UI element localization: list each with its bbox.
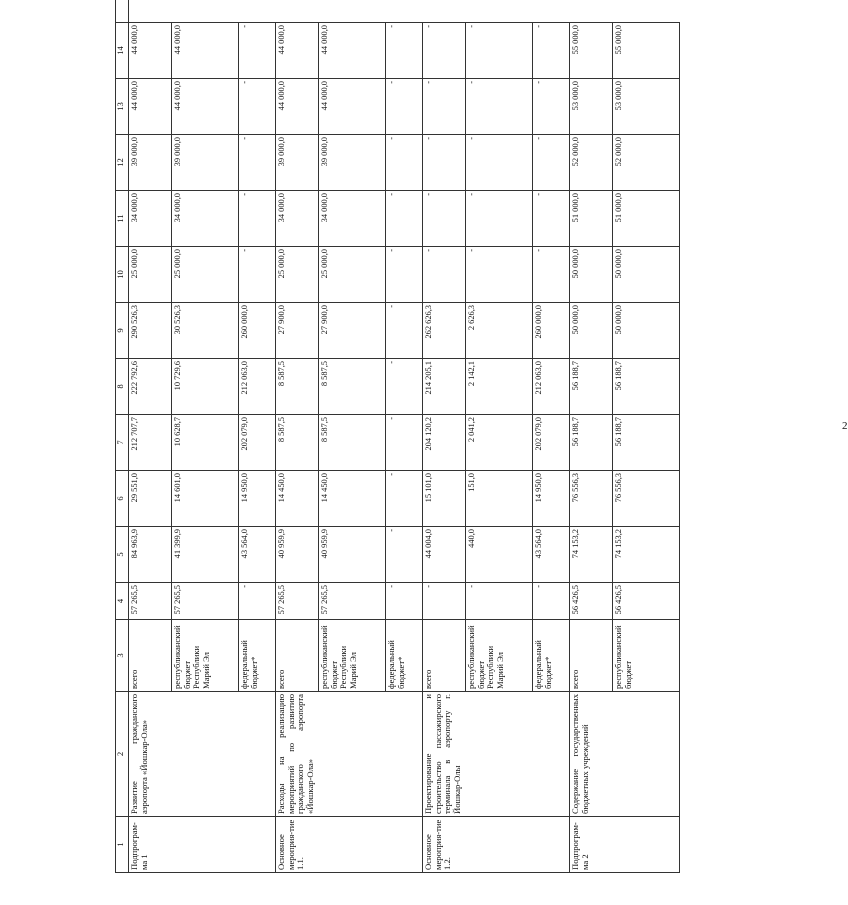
amount-cell: 55 000,0 [570, 23, 613, 79]
program-code-cell: Подпрограм-ма 2 [570, 817, 680, 873]
table-row [423, 0, 466, 873]
amount-cell: 34 000,0 [319, 191, 386, 247]
funding-source-cell: республиканский бюджет Республики Марий Эл [466, 620, 533, 692]
funding-source-cell: всего [276, 620, 319, 692]
amount-cell: 260 000,0 [239, 303, 276, 359]
amount-cell: 51 000,0 [613, 191, 680, 247]
amount-cell: 76 556,3 [613, 471, 680, 527]
amount-cell: - [533, 79, 570, 135]
amount-cell: 43 564,0 [533, 527, 570, 583]
amount-cell: - [386, 191, 423, 247]
amount-cell: 2 626,3 [466, 303, 533, 359]
amount-cell: 56 188,7 [613, 359, 680, 415]
column-number-header: 1 [116, 817, 129, 873]
column-number-header: 5 [116, 527, 129, 583]
amount-cell: 290 526,3 [129, 303, 172, 359]
amount-cell: 55 000,0 [613, 23, 680, 79]
column-number-header: 6 [116, 471, 129, 527]
page-number: 2 [842, 420, 848, 432]
amount-cell: - [533, 247, 570, 303]
column-number-header: 4 [116, 583, 129, 620]
amount-cell: 44 000,0 [129, 79, 172, 135]
amount-cell: 8 587,5 [319, 415, 386, 471]
amount-cell: - [466, 79, 533, 135]
amount-cell: 53 000,0 [613, 79, 680, 135]
amount-cell: 44 000,0 [172, 79, 239, 135]
amount-cell: - [466, 247, 533, 303]
amount-cell: 29 551,0 [129, 471, 172, 527]
amount-cell: - [239, 583, 276, 620]
amount-cell: - [533, 191, 570, 247]
amount-cell: 204 120,2 [423, 415, 466, 471]
amount-cell: 2 142,1 [466, 359, 533, 415]
amount-cell: 10 729,6 [172, 359, 239, 415]
amount-cell: - [423, 247, 466, 303]
amount-cell: 212 063,0 [533, 359, 570, 415]
amount-cell: - [423, 583, 466, 620]
amount-cell: 56 426,5 [613, 583, 680, 620]
amount-cell: 44 004,0 [423, 527, 466, 583]
amount-cell: 44 000,0 [172, 23, 239, 79]
amount-cell: - [386, 359, 423, 415]
table-row [276, 0, 319, 873]
amount-cell: 57 265,5 [172, 583, 239, 620]
funding-source-cell: республиканский бюджет Республики Марий Эл [319, 620, 386, 692]
amount-cell: 56 426,5 [570, 583, 613, 620]
amount-cell: 57 265,5 [319, 583, 386, 620]
rotated-table-container [115, 25, 633, 873]
amount-cell: 56 188,7 [613, 415, 680, 471]
amount-cell: 56 188,7 [570, 415, 613, 471]
amount-cell: 14 450,0 [276, 471, 319, 527]
amount-cell: 25 000,0 [172, 247, 239, 303]
table-row [570, 0, 613, 873]
budget-table [115, 0, 680, 873]
amount-cell: 53 000,0 [570, 79, 613, 135]
amount-cell: 39 000,0 [172, 135, 239, 191]
amount-cell: 74 153,2 [613, 527, 680, 583]
amount-cell: 8 587,5 [276, 415, 319, 471]
amount-cell: - [239, 191, 276, 247]
amount-cell: 74 153,2 [570, 527, 613, 583]
amount-cell: - [466, 135, 533, 191]
amount-cell: 25 000,0 [129, 247, 172, 303]
funding-source-cell: республиканский бюджет Республики Марий Эл [172, 620, 239, 692]
column-number-header: 7 [116, 415, 129, 471]
amount-cell: - [533, 583, 570, 620]
funding-source-cell: федеральный бюджет* [239, 620, 276, 692]
amount-cell: 262 626,3 [423, 303, 466, 359]
amount-cell: 10 628,7 [172, 415, 239, 471]
amount-cell: - [533, 23, 570, 79]
amount-cell: - [466, 583, 533, 620]
amount-cell: 27 900,0 [319, 303, 386, 359]
amount-cell: 50 000,0 [613, 303, 680, 359]
amount-cell: 44 000,0 [319, 79, 386, 135]
column-number-header: 13 [116, 79, 129, 135]
funding-source-cell: всего [423, 620, 466, 692]
amount-cell: - [466, 23, 533, 79]
amount-cell: 8 587,5 [276, 359, 319, 415]
amount-cell: 14 450,0 [319, 471, 386, 527]
amount-cell: 34 000,0 [276, 191, 319, 247]
table-body [129, 0, 680, 873]
amount-cell: 14 601,0 [172, 471, 239, 527]
amount-cell: 222 792,6 [129, 359, 172, 415]
funding-source-cell: федеральный бюджет* [533, 620, 570, 692]
column-number-header [116, 0, 129, 23]
program-name-cell: Расходы на реализацию мероприятий по развитию гражданского аэропорта «Йошкар-Ола» [276, 692, 423, 817]
column-number-row [116, 0, 129, 873]
amount-cell: - [386, 79, 423, 135]
amount-cell: - [239, 79, 276, 135]
amount-cell: 25 000,0 [319, 247, 386, 303]
amount-cell: - [386, 415, 423, 471]
amount-cell: 44 000,0 [276, 79, 319, 135]
amount-cell: 27 900,0 [276, 303, 319, 359]
amount-cell: 84 963,9 [129, 527, 172, 583]
program-code-cell: Основное мероприя-тие 1.1. [276, 817, 423, 873]
amount-cell: 14 950,0 [533, 471, 570, 527]
amount-cell: - [239, 23, 276, 79]
amount-cell: - [466, 191, 533, 247]
funding-source-cell: федеральный бюджет* [386, 620, 423, 692]
amount-cell: 202 079,0 [533, 415, 570, 471]
amount-cell: 39 000,0 [276, 135, 319, 191]
program-code-cell: Основное мероприя-тие 1.2. [423, 817, 570, 873]
amount-cell: - [423, 191, 466, 247]
amount-cell: 440,0 [466, 527, 533, 583]
amount-cell: - [386, 247, 423, 303]
amount-cell: 50 000,0 [570, 247, 613, 303]
amount-cell: - [423, 23, 466, 79]
amount-cell: 52 000,0 [570, 135, 613, 191]
amount-cell: 40 959,9 [276, 527, 319, 583]
amount-cell: 14 950,0 [239, 471, 276, 527]
amount-cell: 34 000,0 [129, 191, 172, 247]
column-number-header: 14 [116, 23, 129, 79]
amount-cell: 260 000,0 [533, 303, 570, 359]
table-row [129, 0, 172, 873]
funding-source-cell: всего [570, 620, 613, 692]
amount-cell: 151,0 [466, 471, 533, 527]
amount-cell: 44 000,0 [276, 23, 319, 79]
amount-cell: 34 000,0 [172, 191, 239, 247]
amount-cell: 40 959,9 [319, 527, 386, 583]
amount-cell: - [386, 303, 423, 359]
amount-cell: 15 101,0 [423, 471, 466, 527]
amount-cell: 212 063,0 [239, 359, 276, 415]
column-number-header: 11 [116, 191, 129, 247]
funding-source-cell: республиканский бюджет [613, 620, 680, 692]
amount-cell: 51 000,0 [570, 191, 613, 247]
amount-cell: 44 000,0 [319, 23, 386, 79]
amount-cell: 57 265,5 [276, 583, 319, 620]
amount-cell: - [239, 247, 276, 303]
amount-cell: - [386, 471, 423, 527]
amount-cell: 2 041,2 [466, 415, 533, 471]
amount-cell: 202 079,0 [239, 415, 276, 471]
amount-cell: 76 556,3 [570, 471, 613, 527]
amount-cell: 43 564,0 [239, 527, 276, 583]
amount-cell: 44 000,0 [129, 23, 172, 79]
column-number-header: 12 [116, 135, 129, 191]
amount-cell: 214 205,1 [423, 359, 466, 415]
amount-cell: 41 399,9 [172, 527, 239, 583]
amount-cell: 39 000,0 [319, 135, 386, 191]
amount-cell: 212 707,7 [129, 415, 172, 471]
column-number-header: 8 [116, 359, 129, 415]
amount-cell: 8 587,5 [319, 359, 386, 415]
column-number-header: 2 [116, 692, 129, 817]
amount-cell: - [423, 135, 466, 191]
amount-cell: - [533, 135, 570, 191]
amount-cell: 56 188,7 [570, 359, 613, 415]
amount-cell: 30 526,3 [172, 303, 239, 359]
column-number-header: 9 [116, 303, 129, 359]
program-code-cell: Подпрограм-ма 1 [129, 817, 276, 873]
funding-source-cell: всего [129, 620, 172, 692]
column-number-header: 3 [116, 620, 129, 692]
amount-cell: - [239, 135, 276, 191]
amount-cell: - [386, 527, 423, 583]
amount-cell: 50 000,0 [570, 303, 613, 359]
amount-cell: 57 265,5 [129, 583, 172, 620]
program-name-cell: Проектирование и строительство пассажирского терминала в аэропорту г. Йошкар-Олы [423, 692, 570, 817]
amount-cell: 50 000,0 [613, 247, 680, 303]
column-number-header: 10 [116, 247, 129, 303]
amount-cell: 25 000,0 [276, 247, 319, 303]
program-name-cell: Содержание государственных бюджетных учреждений [570, 692, 680, 817]
program-name-cell: Развитие гражданского аэропорта «Йошкар-Ола» [129, 692, 276, 817]
amount-cell: - [386, 583, 423, 620]
amount-cell: - [386, 23, 423, 79]
amount-cell: 52 000,0 [613, 135, 680, 191]
amount-cell: 39 000,0 [129, 135, 172, 191]
amount-cell: - [423, 79, 466, 135]
amount-cell: - [386, 135, 423, 191]
